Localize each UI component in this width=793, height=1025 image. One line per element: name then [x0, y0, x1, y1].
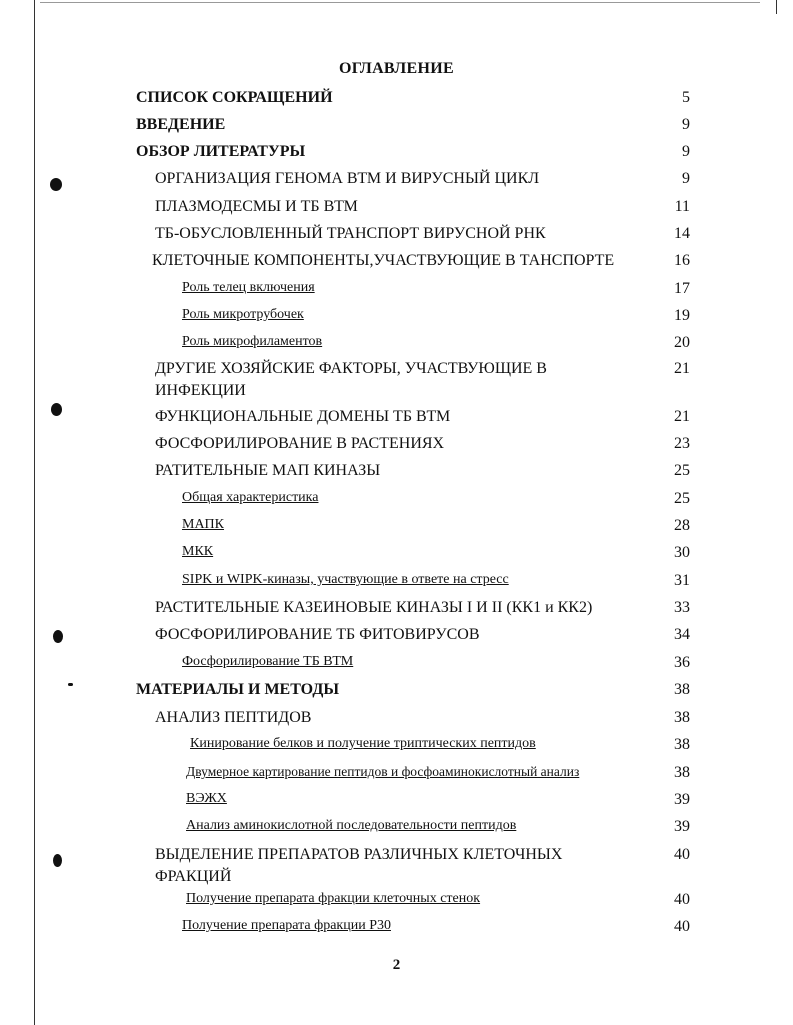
scan-speck	[68, 683, 73, 686]
toc-entry-title: ВЫДЕЛЕНИЕ ПРЕПАРАТОВ РАЗЛИЧНЫХ КЛЕТОЧНЫХ ФРАКЦИЙ	[155, 846, 563, 885]
toc-entry-page: 21	[674, 360, 690, 377]
toc-entry-title: КЛЕТОЧНЫЕ КОМПОНЕНТЫ,УЧАСТВУЮЩИЕ В ТАНСПОРТЕ	[152, 252, 615, 269]
toc-entry-title: Кинирование белков и получение триптических пептидов	[190, 736, 536, 751]
toc-entry-title: ПЛАЗМОДЕСМЫ И ТБ ВТМ	[155, 198, 358, 215]
toc-entry-page: 40	[674, 918, 690, 935]
toc-entry-title: МАТЕРИАЛЫ И МЕТОДЫ	[136, 681, 340, 698]
toc-entry-title: Получение препарата фракции Р30	[182, 918, 391, 933]
toc-entry-page: 38	[674, 709, 690, 726]
toc-entry-page: 38	[674, 764, 690, 781]
toc-entry-title: Общая характеристика	[182, 490, 319, 505]
toc-entry-title: ФОСФОРИЛИРОВАНИЕ ТБ ФИТОВИРУСОВ	[155, 626, 480, 643]
toc-entry-title: МАПК	[182, 517, 225, 532]
toc-entry-page: 39	[674, 818, 690, 835]
toc-entry-page: 16	[674, 252, 690, 269]
toc-entry-page: 38	[674, 681, 690, 698]
toc-entry-title: Анализ аминокислотной последовательности пептидов	[186, 818, 517, 833]
toc-entry-page: 30	[674, 544, 690, 561]
page-number: 2	[392, 957, 401, 973]
toc-entry-page: 38	[674, 736, 690, 753]
toc-entry-page: 5	[682, 89, 690, 106]
toc-entry-title: Получение препарата фракции клеточных стенок	[186, 891, 481, 906]
toc-entry-page: 33	[674, 599, 690, 616]
toc-entry-page: 40	[674, 846, 690, 863]
toc-entry-title: МКК	[182, 544, 214, 559]
toc-entry-page: 31	[674, 572, 690, 589]
toc-entry-page: 11	[674, 198, 690, 215]
toc-entry-page: 21	[674, 408, 690, 425]
scan-corner-mark	[776, 0, 777, 14]
toc-entry-page: 9	[682, 170, 690, 187]
toc-entry-page: 20	[674, 334, 690, 351]
toc-entry-page: 28	[674, 517, 690, 534]
page-title: ОГЛАВЛЕНИЕ	[339, 60, 454, 77]
toc-entry-title: ДРУГИЕ ХОЗЯЙСКИЕ ФАКТОРЫ, УЧАСТВУЮЩИЕ В ИНФЕКЦИИ	[155, 360, 547, 399]
toc-entry-page: 40	[674, 891, 690, 908]
toc-entry-title: Роль микротрубочек	[182, 307, 304, 322]
toc-entry-page: 19	[674, 307, 690, 324]
binder-hole-mark	[51, 403, 62, 416]
toc-entry-title: РАТИТЕЛЬНЫЕ МАП КИНАЗЫ	[155, 462, 381, 479]
toc-entry-title: Роль микрофиламентов	[182, 334, 323, 349]
toc-entry-title: АНАЛИЗ ПЕПТИДОВ	[155, 709, 312, 726]
toc-entry-page: 17	[674, 280, 690, 297]
scan-left-edge	[34, 0, 35, 1025]
toc-entry-title: Фосфорилирование ТБ ВТМ	[182, 654, 354, 669]
toc-entry-title: РАСТИТЕЛЬНЫЕ КАЗЕИНОВЫЕ КИНАЗЫ I И II (КК1 и КК2)	[155, 599, 593, 616]
binder-hole-mark	[53, 630, 63, 643]
toc-entry-page: 25	[674, 490, 690, 507]
toc-entry-page: 39	[674, 791, 690, 808]
toc-entry-title: Двумерное картирование пептидов и фосфоаминокислотный анализ	[186, 764, 580, 779]
scan-top-edge	[40, 2, 760, 3]
toc-entry-title: СПИСОК СОКРАЩЕНИЙ	[136, 89, 333, 106]
binder-hole-mark	[50, 178, 62, 191]
toc-entry-page: 36	[674, 654, 690, 671]
toc-entry-title: SIPK и WIPK-киназы, участвующие в ответе на стресс	[182, 572, 509, 587]
toc-entry-title: ОБЗОР ЛИТЕРАТУРЫ	[136, 143, 306, 160]
toc-entry-page: 23	[674, 435, 690, 452]
toc-entry-page: 9	[682, 143, 690, 160]
toc-entry-page: 25	[674, 462, 690, 479]
toc-entry-page: 9	[682, 116, 690, 133]
toc-entry-page: 14	[674, 225, 690, 242]
toc-entry-title: ОРГАНИЗАЦИЯ ГЕНОМА ВТМ И ВИРУСНЫЙ ЦИКЛ	[155, 170, 540, 187]
toc-entry-title: Роль телец включения	[182, 280, 315, 295]
toc-entry-title: ТБ-ОБУСЛОВЛЕННЫЙ ТРАНСПОРТ ВИРУСНОЙ РНК	[155, 225, 546, 242]
toc-entry-title: ФУНКЦИОНАЛЬНЫЕ ДОМЕНЫ ТБ ВТМ	[155, 408, 451, 425]
toc-entry-page: 34	[674, 626, 690, 643]
toc-entry-title: ФОСФОРИЛИРОВАНИЕ В РАСТЕНИЯХ	[155, 435, 445, 452]
toc-entry-title: ВВЕДЕНИЕ	[136, 116, 226, 133]
toc-entry-title: ВЭЖХ	[186, 791, 227, 806]
binder-hole-mark	[53, 854, 62, 867]
